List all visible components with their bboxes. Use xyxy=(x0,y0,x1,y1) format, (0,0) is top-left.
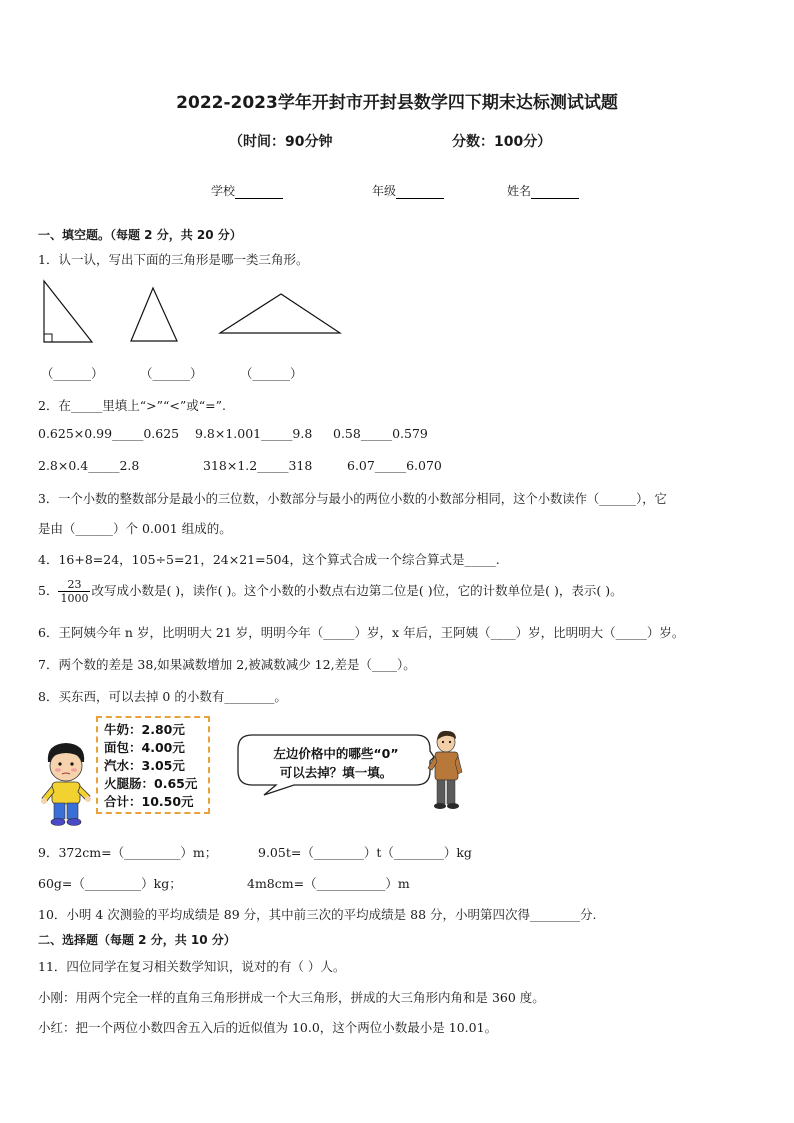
bubble-line-2: 可以去掉？填一填。 xyxy=(279,765,393,780)
name-label: 姓名 xyxy=(507,184,532,198)
acute-triangle xyxy=(131,288,177,341)
q5-number: 5． xyxy=(38,583,59,598)
time-label: （时间：90分钟 xyxy=(229,134,333,150)
price-sausage: 火腿肠：0.65元 xyxy=(104,776,198,791)
q2-r2-c3[interactable]: 6.07_____6.070 xyxy=(347,458,442,473)
grade-line[interactable] xyxy=(396,185,444,199)
section1-heading: 一、填空题。（每题 2 分，共 20 分） xyxy=(38,228,242,242)
q5-frac-den: 1000 xyxy=(60,592,89,605)
q1-answer-2[interactable]: （______） xyxy=(140,366,203,381)
q11-text: 11．四位同学在复习相关数学知识，说对的有（ ）人。 xyxy=(38,959,346,974)
q3-line2: 是由（______）个 0.001 组成的。 xyxy=(38,521,232,536)
q9-r1-a[interactable]: 9．372cm=（_________）m； xyxy=(38,845,218,860)
q9-r1-b[interactable]: 9.05t=（________）t（________）kg xyxy=(258,845,472,860)
name-line[interactable] xyxy=(531,185,579,199)
obtuse-triangle xyxy=(220,294,340,333)
page-title: 2022-2023学年开封市开封县数学四下期末达标测试试题 xyxy=(176,93,618,113)
q9-r2-b[interactable]: 4m8cm=（___________）m xyxy=(247,876,410,891)
q1-answer-1[interactable]: （______） xyxy=(41,366,104,381)
q7-text: 7．两个数的差是 38,如果减数增加 2,被减数减少 12,差是（____）。 xyxy=(38,657,416,672)
q3-line1: 3．一个小数的整数部分是最小的三位数，小数部分与最小的两位小数的小数部分相同，这个小数读作（______），它 xyxy=(38,492,667,506)
school-field xyxy=(211,182,283,199)
q2-r1-c2[interactable]: 9.8×1.001_____9.8 xyxy=(195,426,313,441)
q5-fraction xyxy=(58,578,90,605)
bubble-line-1: 左边价格中的哪些“0” xyxy=(273,746,399,761)
score-label: 分数：100分） xyxy=(452,134,552,150)
price-total: 合计：10.50元 xyxy=(104,794,194,809)
q1-answer-3[interactable]: （______） xyxy=(240,366,303,381)
grade-field xyxy=(372,182,444,199)
price-bread: 面包：4.00元 xyxy=(104,740,185,755)
man-illustration xyxy=(426,730,468,810)
grade-label: 年级 xyxy=(372,184,397,198)
boy-illustration xyxy=(36,740,98,830)
name-field xyxy=(507,182,579,199)
q6-text: 6．王阿姨今年 n 岁，比明明大 21 岁，明明今年（_____）岁，x 年后，王阿姨（____）岁，比明明大（_____）岁。 xyxy=(38,625,685,640)
q2-r1-c1[interactable]: 0.625×0.99_____0.625 xyxy=(38,426,180,441)
q5-row xyxy=(38,578,623,605)
q10-text: 10．小明 4 次测验的平均成绩是 89 分，其中前三次的平均成绩是 88 分，小明第四次得________分. xyxy=(38,907,597,922)
price-milk: 牛奶：2.80元 xyxy=(104,722,185,737)
section2-heading: 二、选择题（每题 2 分，共 10 分） xyxy=(38,933,236,947)
q5-text: 改写成小数是( )，读作( )。这个小数的小数点右边第二位是( )位，它的计数单位是( )，表示( )。 xyxy=(91,583,623,598)
price-soda: 汽水：3.05元 xyxy=(104,758,185,773)
q4-text: 4．16+8=24，105÷5=21，24×21=504，这个算式合成一个综合算式是_____. xyxy=(38,552,500,567)
price-list-box xyxy=(96,716,210,814)
q2-r2-c1[interactable]: 2.8×0.4_____2.8 xyxy=(38,458,140,473)
q1-triangles xyxy=(38,278,348,348)
q11-line-b: 小红：把一个两位小数四舍五入后的近似值为 10.0，这个两位小数最小是 10.01。 xyxy=(38,1020,498,1035)
q2-r1-c3[interactable]: 0.58_____0.579 xyxy=(333,426,428,441)
q2-text: 2．在_____里填上“>”“<”或“=”. xyxy=(38,398,226,413)
q1-text: 1．认一认，写出下面的三角形是哪一类三角形。 xyxy=(38,252,309,267)
school-label: 学校 xyxy=(211,184,236,198)
right-triangle xyxy=(44,281,92,342)
q8-text: 8．买东西，可以去掉 0 的小数有________。 xyxy=(38,689,287,704)
q2-r2-c2[interactable]: 318×1.2_____318 xyxy=(203,458,313,473)
school-line[interactable] xyxy=(235,185,283,199)
q5-frac-num: 23 xyxy=(58,578,90,592)
q9-r2-a[interactable]: 60g=（_________）kg； xyxy=(38,876,182,891)
q11-line-a: 小刚：用两个完全一样的直角三角形拼成一个大三角形，拼成的大三角形内角和是 360 度。 xyxy=(38,990,545,1005)
